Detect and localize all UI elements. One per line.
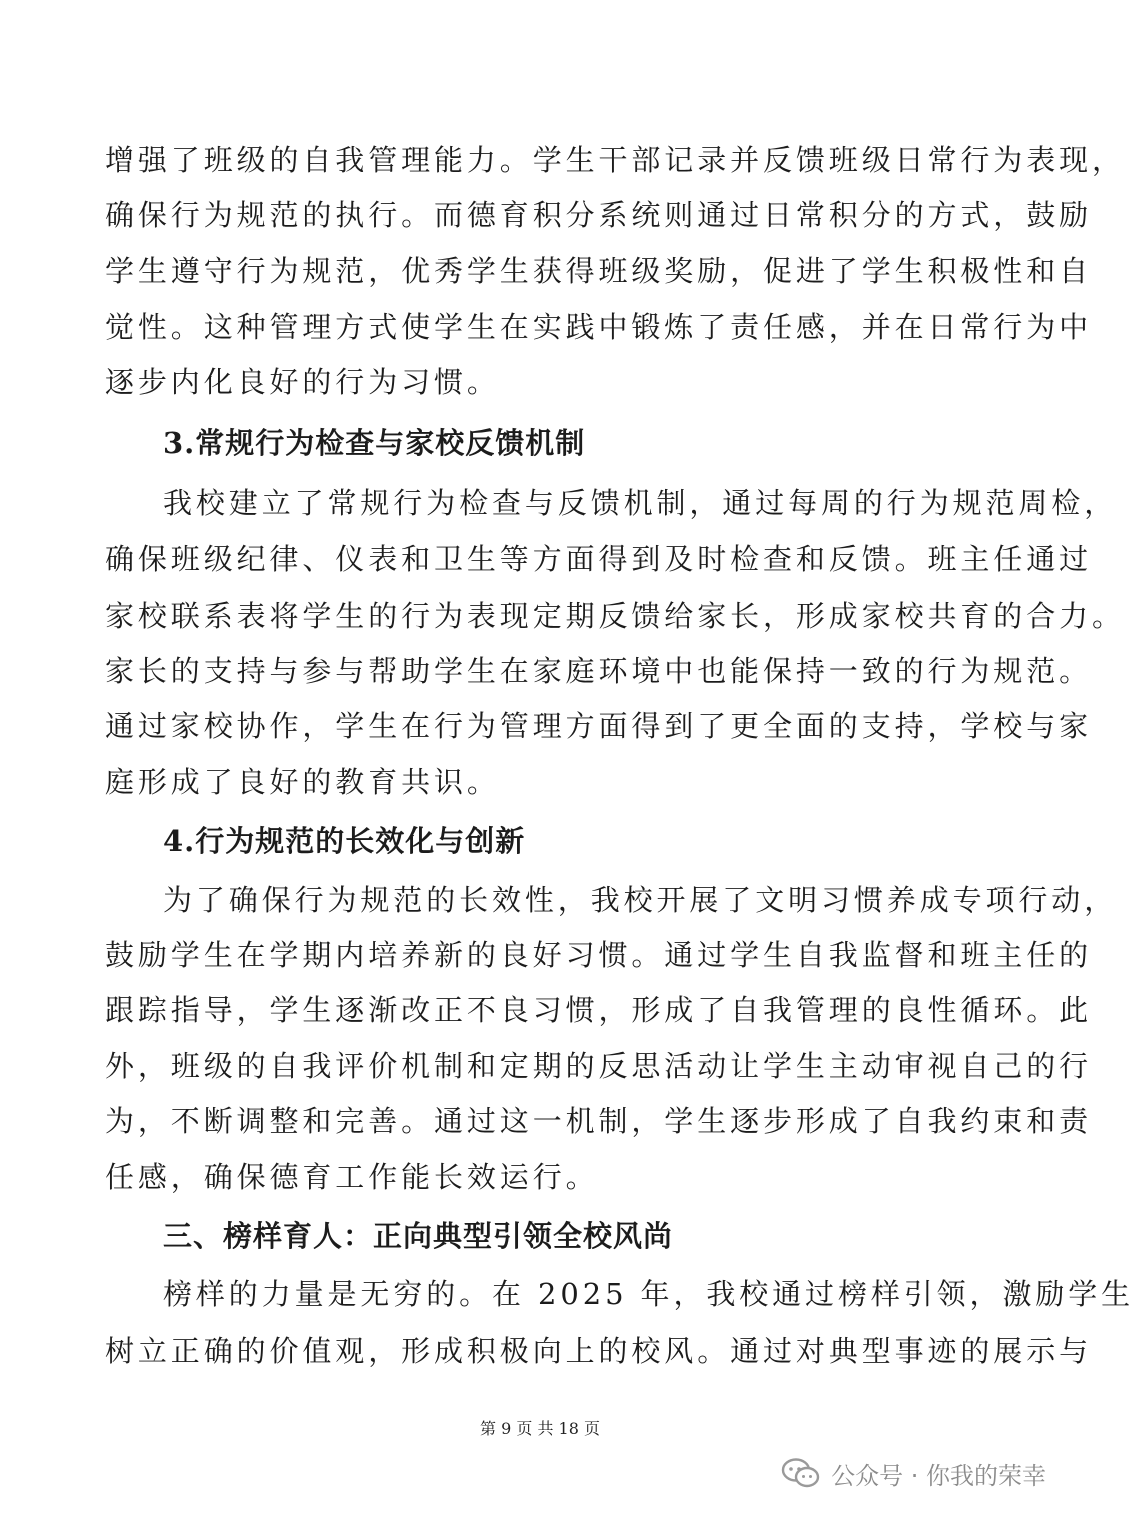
- paragraph-line: 学生遵守行为规范，优秀学生获得班级奖励，促进了学生积极性和自: [105, 254, 1093, 288]
- page-number: 第 9 页 共 18 页: [480, 1419, 600, 1438]
- paragraph-line: 树立正确的价值观，形成积极向上的校风。通过对典型事迹的展示与: [105, 1334, 1093, 1368]
- paragraph-line: 跟踪指导，学生逐渐改正不良习惯，形成了自我管理的良性循环。此: [105, 993, 1093, 1027]
- paragraph-line: 鼓励学生在学期内培养新的良好习惯。通过学生自我监督和班主任的: [105, 938, 1093, 972]
- paragraph-line: 任感，确保德育工作能长效运行。: [105, 1160, 599, 1194]
- paragraph-line: 增强了班级的自我管理能力。学生干部记录并反馈班级日常行为表现，: [105, 143, 1125, 177]
- section-heading-3: 三、榜样育人：正向典型引领全校风尚: [163, 1219, 674, 1253]
- paragraph-line: 通过家校协作，学生在行为管理方面得到了更全面的支持，学校与家: [105, 709, 1093, 743]
- paragraph-line: 确保班级纪律、仪表和卫生等方面得到及时检查和反馈。班主任通过: [105, 542, 1093, 576]
- paragraph-line: 逐步内化良好的行为习惯。: [105, 365, 500, 399]
- paragraph-line: 家长的支持与参与帮助学生在家庭环境中也能保持一致的行为规范。: [105, 654, 1093, 688]
- subheading-3: 3.常规行为检查与家校反馈机制: [163, 426, 586, 460]
- paragraph-line: 庭形成了良好的教育共识。: [105, 765, 500, 799]
- paragraph-line: 为，不断调整和完善。通过这一机制，学生逐步形成了自我约束和责: [105, 1104, 1093, 1138]
- wechat-watermark: [781, 1453, 1046, 1493]
- paragraph-line: 觉性。这种管理方式使学生在实践中锻炼了责任感，并在日常行为中: [105, 310, 1093, 344]
- paragraph-line: 我校建立了常规行为检查与反馈机制，通过每周的行为规范周检，: [163, 486, 1118, 520]
- paragraph-line: 榜样的力量是无穷的。在 2025 年，我校通过榜样引领，激励学生: [163, 1277, 1134, 1311]
- wechat-icon: [781, 1457, 821, 1489]
- paragraph-line: 家校联系表将学生的行为表现定期反馈给家长，形成家校共育的合力。: [105, 599, 1125, 633]
- paragraph-line: 外，班级的自我评价机制和定期的反思活动让学生主动审视自己的行: [105, 1049, 1093, 1083]
- watermark-text: 公众号 · 你我的荣幸: [831, 1461, 1046, 1490]
- paragraph-line: 确保行为规范的执行。而德育积分系统则通过日常积分的方式，鼓励: [105, 198, 1093, 232]
- subheading-4: 4.行为规范的长效化与创新: [163, 824, 526, 858]
- paragraph-line: 为了确保行为规范的长效性，我校开展了文明习惯养成专项行动，: [163, 883, 1118, 917]
